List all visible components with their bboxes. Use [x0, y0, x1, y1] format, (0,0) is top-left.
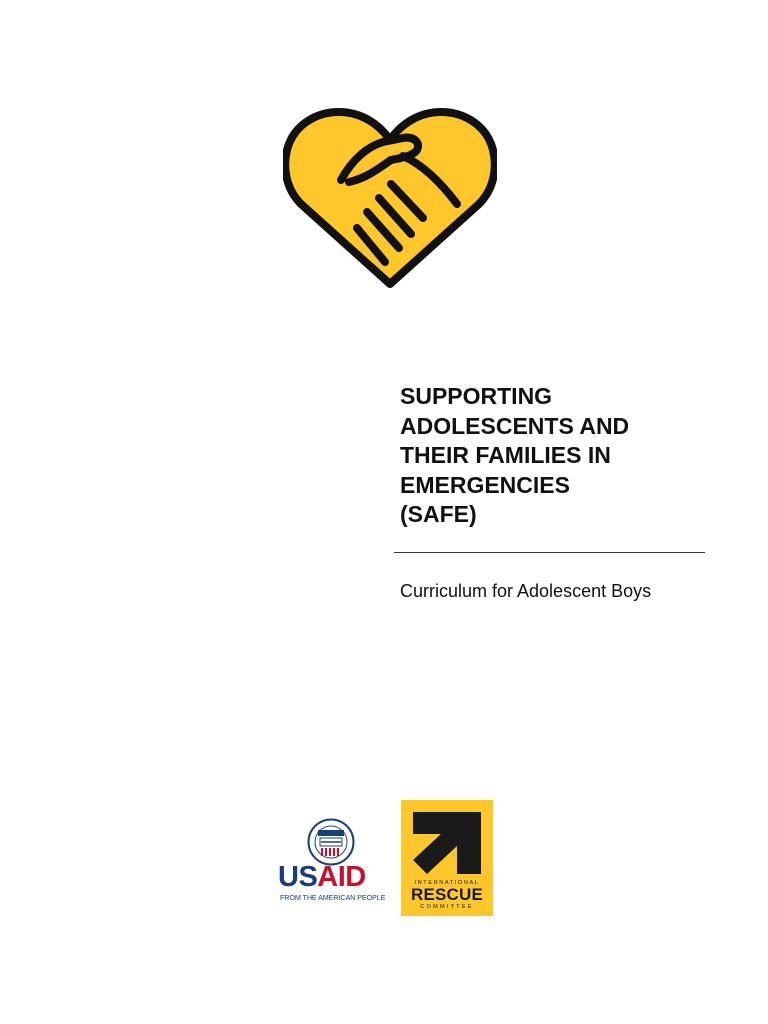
irc-rescue-text: RESCUE	[410, 885, 484, 904]
document-subtitle: Curriculum for Adolescent Boys	[400, 581, 652, 601]
usaid-logo	[278, 814, 386, 906]
usaid-tagline: FROM THE AMERICAN PEOPLE	[280, 893, 386, 902]
usaid-wordmark-aid: AID	[317, 861, 366, 893]
irc-logo	[401, 800, 493, 916]
irc-committee-text: COMMITTEE	[420, 904, 474, 910]
usaid-seal-icon	[307, 818, 355, 866]
usaid-wordmark	[278, 860, 386, 894]
irc-international-text: INTERNATIONAL	[414, 880, 480, 886]
title-divider	[394, 552, 705, 553]
document-title: SUPPORTING ADOLESCENTS AND THEIR FAMILIES IN EMERGENCIES (SAFE)	[400, 383, 630, 527]
usaid-wordmark-us: US	[278, 861, 318, 893]
heart-handshake-icon	[283, 106, 497, 288]
irc-arrow-icon	[411, 810, 483, 876]
